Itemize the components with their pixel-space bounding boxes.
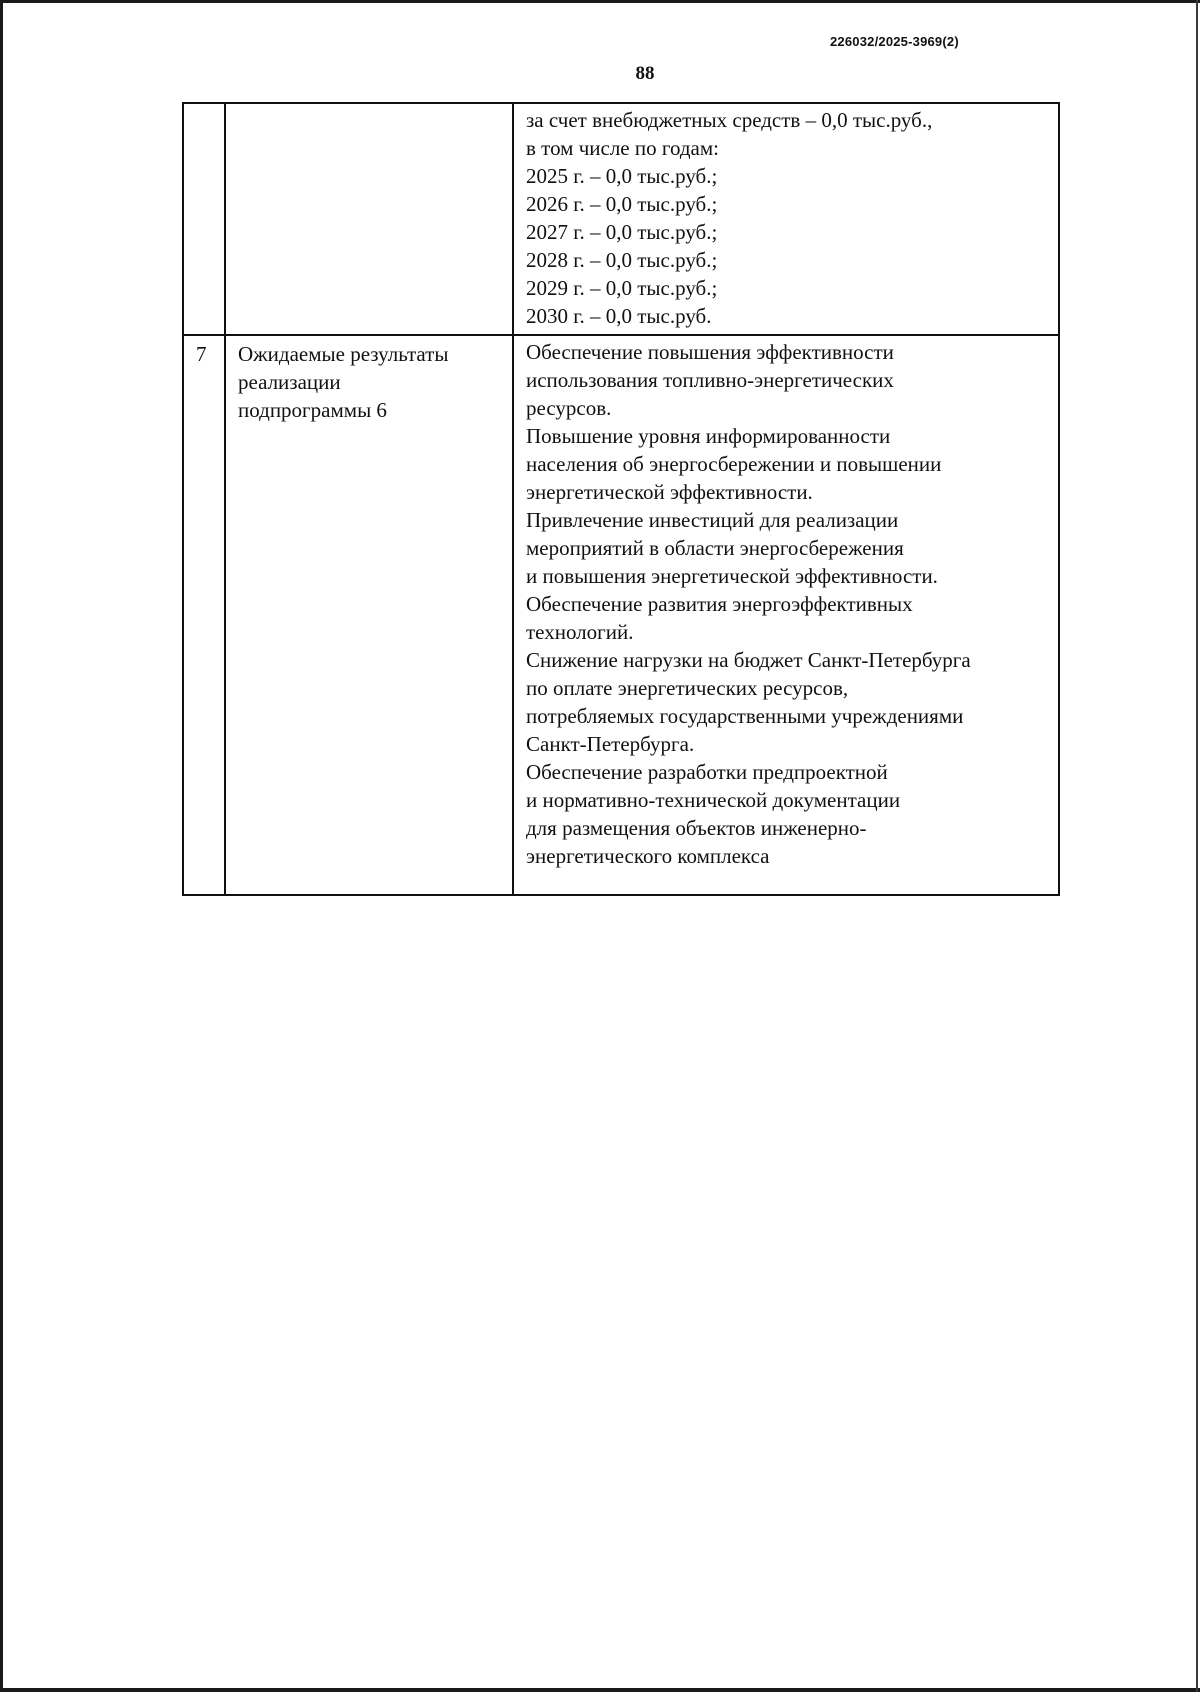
text-line: Повышение уровня информированности	[526, 424, 891, 448]
text-line: за счет внебюджетных средств – 0,0 тыс.руб.,	[526, 108, 933, 132]
scan-border-bottom	[0, 1688, 1200, 1692]
text-line: для размещения объектов инженерно-	[526, 816, 867, 840]
row-name-cell	[225, 103, 513, 335]
text-line: 2030 г. – 0,0 тыс.руб.	[526, 304, 712, 328]
text-line: технологий.	[526, 620, 634, 644]
row-name-cell	[225, 335, 513, 895]
text-line: энергетической эффективности.	[526, 480, 813, 504]
document-number: 226032/2025-3969(2)	[830, 34, 959, 49]
table-row	[183, 335, 1059, 895]
row-value-cell	[513, 335, 1059, 895]
subprogram-table	[182, 102, 1058, 896]
text-line: по оплате энергетических ресурсов,	[526, 676, 849, 700]
text-line: Привлечение инвестиций для реализации	[526, 508, 899, 532]
text-line: ресурсов.	[526, 396, 612, 420]
text-line: Ожидаемые результаты	[238, 342, 449, 366]
text-line: подпрограммы 6	[238, 398, 387, 422]
text-line: Обеспечение развития энергоэффективных	[526, 592, 913, 616]
text-line: в том числе по годам:	[526, 136, 719, 160]
text-line: Обеспечение повышения эффективности	[526, 340, 894, 364]
row-number-cell	[183, 103, 225, 335]
table-row	[183, 103, 1059, 335]
text-line: реализации	[238, 370, 341, 394]
page-number: 88	[635, 63, 655, 84]
text-line: использования топливно-энергетических	[526, 368, 894, 392]
scan-border-top	[0, 0, 1200, 3]
text-line: 2029 г. – 0,0 тыс.руб.;	[526, 276, 718, 300]
scan-border-left	[0, 0, 3, 1692]
subprogram-passport-table	[182, 102, 1060, 896]
scan-border-right	[1196, 0, 1198, 1692]
text-line: энергетического комплекса	[526, 844, 770, 868]
row-number-cell: 7	[183, 335, 225, 895]
text-line: и нормативно-технической документации	[526, 788, 901, 812]
text-line: 2026 г. – 0,0 тыс.руб.;	[526, 192, 718, 216]
text-line: мероприятий в области энергосбережения	[526, 536, 904, 560]
text-line: потребляемых государственными учреждениями	[526, 704, 964, 728]
text-line: Санкт-Петербурга.	[526, 732, 695, 756]
text-line: 2028 г. – 0,0 тыс.руб.;	[526, 248, 718, 272]
text-line: 2027 г. – 0,0 тыс.руб.;	[526, 220, 718, 244]
text-line: населения об энергосбережении и повышении	[526, 452, 942, 476]
text-line: Обеспечение разработки предпроектной	[526, 760, 888, 784]
text-line: и повышения энергетической эффективности.	[526, 564, 938, 588]
row-value-cell	[513, 103, 1059, 335]
text-line: Снижение нагрузки на бюджет Санкт-Петербурга	[526, 648, 971, 672]
text-line: 2025 г. – 0,0 тыс.руб.;	[526, 164, 718, 188]
